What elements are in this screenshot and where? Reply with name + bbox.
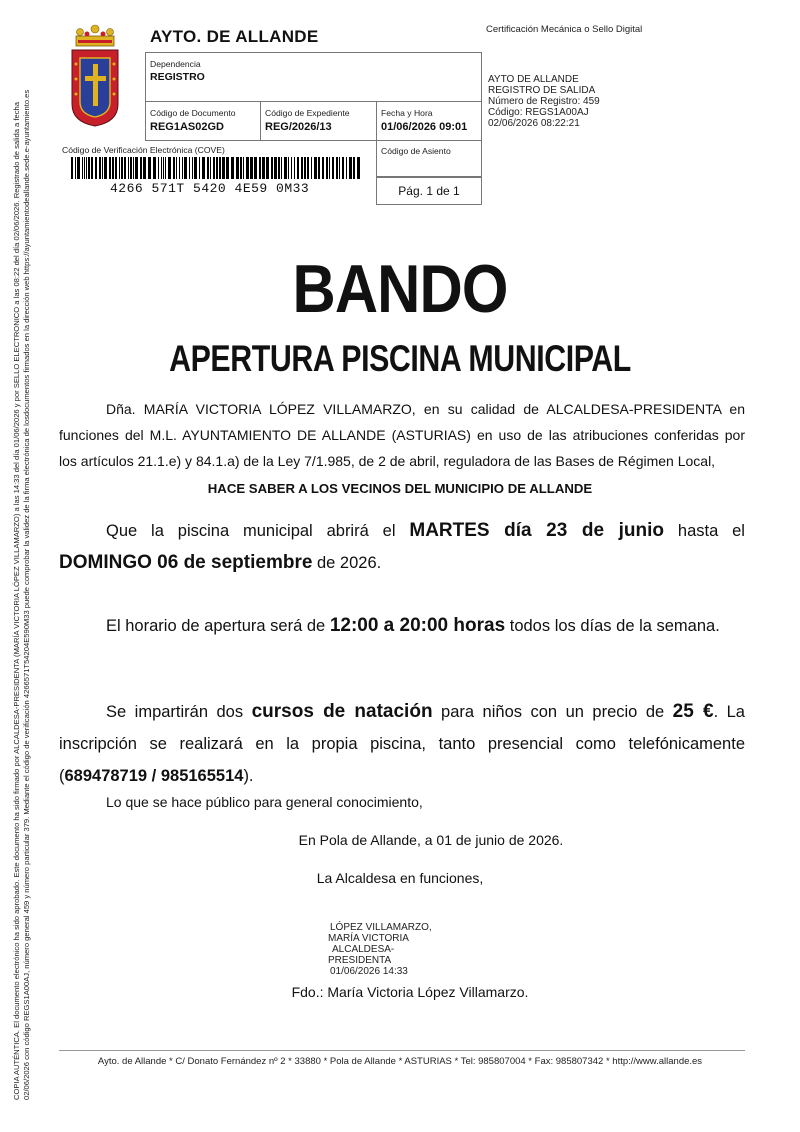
sig-line: 01/06/2026 14:33	[330, 966, 408, 977]
p3-text: ).	[243, 767, 254, 785]
sig-line: PRESIDENTA	[328, 955, 392, 966]
stamp-line: Código: REGS1A00AJ	[488, 107, 589, 118]
p3-text: Se impartirán dos	[106, 703, 244, 721]
footer-divider	[59, 1050, 745, 1051]
page-indicator: Pág. 1 de 1	[398, 184, 460, 198]
opening-dates-paragraph	[59, 515, 745, 579]
cod-expediente-box	[260, 101, 377, 141]
stamp-line: AYTO DE ALLANDE	[488, 74, 579, 85]
publico-text: Lo que se hace público para general conocimiento,	[106, 794, 423, 810]
document-subtitle: APERTURA PISCINA MUNICIPAL	[169, 338, 631, 379]
fecha-box	[376, 101, 482, 141]
place-date: En Pola de Allande, a 01 de junio de 2026.	[298, 832, 564, 848]
cod-expediente-value: REG/2026/13	[265, 121, 332, 133]
p1-text: hasta el	[677, 522, 745, 540]
dependencia-value: REGISTRO	[150, 71, 205, 83]
stamp-line: REGISTRO DE SALIDA	[488, 85, 596, 96]
p3-price: 25 €	[672, 701, 714, 722]
footer-contact: Ayto. de Allande * C/ Donato Fernández nº 2 * 33880 * Pola de Allande * ASTURIAS * Tel: 985807004 * Fax: 985807342 * http://www.allande.es	[97, 1056, 703, 1067]
cove-number: 4266 571T 5420 4E59 0M33	[110, 181, 310, 196]
intro-paragraph	[59, 396, 745, 474]
cove-label: Código de Verificación Electrónica (COVE)	[62, 145, 225, 155]
p1-end-date: DOMINGO 06 de septiembre	[59, 552, 313, 573]
courses-paragraph	[59, 696, 745, 792]
signature-name: Fdo.: María Victoria López Villamarzo.	[291, 984, 529, 1000]
p3-phones: 689478719 / 985165514	[64, 767, 244, 785]
fecha-value: 01/06/2026 09:01	[381, 121, 468, 133]
side-validation-text	[12, 20, 32, 1100]
cod-expediente-label: Código de Expediente	[265, 108, 350, 118]
p3-text: . La inscripción se realizará en la propia piscina, tanto presencial como telefónicamente (	[59, 703, 745, 785]
dependencia-label: Dependencia	[150, 59, 201, 69]
p3-text: para niños con un precio de	[441, 703, 665, 721]
intro-line-1: Dña. MARÍA VICTORIA LÓPEZ VILLAMARZO, en su calidad de ALCALDESA-PRESIDENTA en	[106, 401, 745, 417]
p3-courses: cursos de natación	[251, 701, 433, 722]
cod-documento-box	[145, 101, 261, 141]
cod-documento-value: REG1AS02GD	[150, 121, 224, 133]
alcaldesa-text: La Alcaldesa en funciones,	[316, 870, 484, 886]
sig-line: LÓPEZ VILLAMARZO,	[330, 922, 432, 933]
registry-stamp	[488, 74, 600, 129]
sig-line: ALCALDESA-	[332, 944, 395, 955]
p1-text: Que la piscina municipal abrirá el	[106, 522, 396, 540]
hace-saber-heading: HACE SABER A LOS VECINOS DEL MUNICIPIO DE ALLANDE	[207, 481, 593, 496]
schedule-paragraph	[59, 610, 745, 642]
cove-barcode	[71, 157, 361, 179]
intro-line-3: los artículos 21.1.e) y 84.1.a) de la Ley 7/1.985, de 2 de abril, reguladora de las Bases de Régimen Local,	[59, 453, 716, 469]
fecha-label: Fecha y Hora	[381, 108, 433, 118]
certification-label: Certificación Mecánica o Sello Digital	[486, 24, 643, 35]
coat-of-arms-logo	[68, 24, 122, 128]
side-text-line-2: 02/06/2026 con código REGS1A00AJ, número general 459 y número particular 379. Mediante el código de verificación 4266571T54204E590M33 puede comprobar la validez de la firma electrónica de losdocumentos firmados en la dirección web https://ayuntamientodeallande.sede.e-ayuntamiento.es	[22, 89, 31, 1100]
electronic-signature-block	[328, 922, 432, 977]
p1-year: de 2026.	[317, 554, 382, 572]
page-box	[376, 176, 482, 205]
asiento-box	[376, 140, 482, 178]
asiento-label: Código de Asiento	[381, 146, 451, 156]
document-title: BANDO	[292, 251, 508, 327]
intro-line-2: funciones del M.L. AYUNTAMIENTO DE ALLANDE (ASTURIAS) en uso de las atribuciones conferidas por	[59, 427, 745, 443]
p2-text: El horario de apertura será de	[106, 617, 326, 635]
side-text-line-1: COPIA AUTÉNTICA. El documento electrónico ha sido aprobado. Este documento ha sido firmado por ALCALDESA-PRESIDENTA (MARÍA VICTORIA LÓPEZ VILLAMARZO) a las 14:33 del día 01/06/2026 y por SELLO ELECTRONICO a las 08:22 del día 02/06/2026. Registrado de salida a fecha	[12, 102, 21, 1100]
sig-line: MARÍA VICTORIA	[328, 933, 409, 944]
org-name: AYTO. DE ALLANDE	[150, 27, 319, 46]
stamp-line: 02/06/2026 08:22:21	[488, 118, 580, 129]
p2-hours: 12:00 a 20:00 horas	[329, 615, 506, 636]
p2-text: todos los días de la semana.	[509, 617, 720, 635]
dependencia-box	[145, 52, 482, 102]
p1-start-date: MARTES día 23 de junio	[409, 520, 665, 541]
cod-documento-label: Código de Documento	[150, 108, 236, 118]
stamp-line: Número de Registro: 459	[488, 96, 600, 107]
